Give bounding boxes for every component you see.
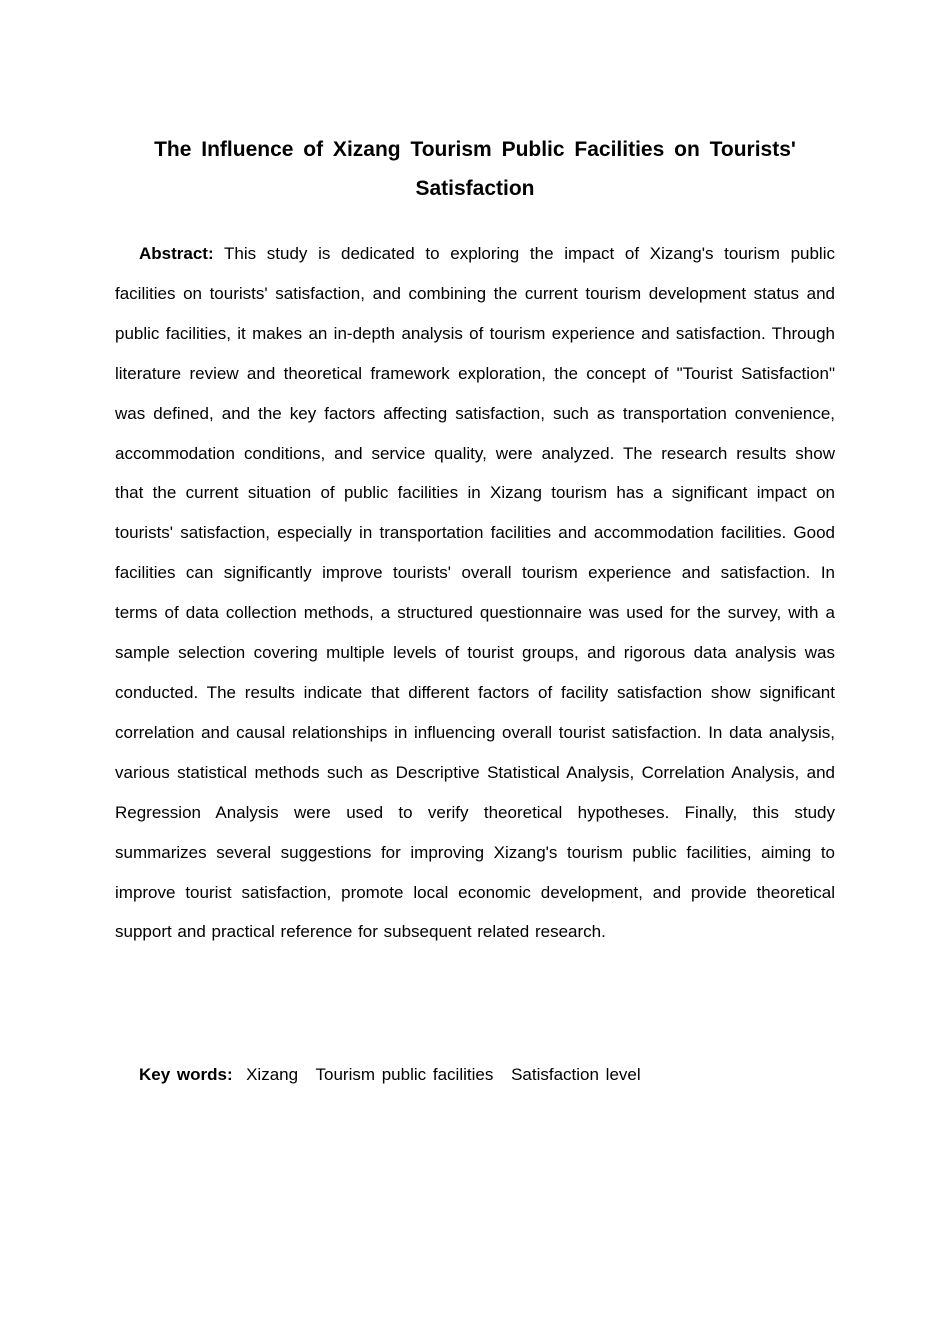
keyword-item: Satisfaction level <box>511 1065 641 1084</box>
abstract-label: Abstract: <box>139 244 214 263</box>
abstract-paragraph <box>115 234 835 952</box>
keywords-line <box>139 1058 641 1092</box>
keywords-label: Key words: <box>139 1065 233 1084</box>
abstract-text: This study is dedicated to exploring the impact of Xizang's tourism public facilities on tourists' satisfaction, and combining the current tourism development status and public facilities, it makes an in-depth analysis of tourism experience and satisfaction. Through literature review and theoretical framework exploration, the concept of "Tourist Satisfaction" was defined, and the key factors affecting satisfaction, such as transportation convenience, accommodation conditions, and service quality, were analyzed. The research results show that the current situation of public facilities in Xizang tourism has a significant impact on tourists' satisfaction, especially in transportation facilities and accommodation facilities. Good facilities can significantly improve tourists' overall tourism experience and satisfaction. In terms of data collection methods, a structured questionnaire was used for the survey, with a sample selection covering multiple levels of tourist groups, and rigorous data analysis was conducted. The results indicate that different factors of facility satisfaction show significant correlation and causal relationships in influencing overall tourist satisfaction. In data analysis, various statistical methods such as Descriptive Statistical Analysis, Correlation Analysis, and Regression Analysis were used to verify theoretical hypotheses. Finally, this study summarizes several suggestions for improving Xizang's tourism public facilities, aiming to improve tourist satisfaction, promote local economic development, and provide theoretical support and practical reference for subsequent related research. <box>115 244 835 942</box>
keyword-item: Xizang <box>246 1065 299 1084</box>
keyword-item: Tourism public facilities <box>315 1065 494 1084</box>
paper-title: The Influence of Xizang Tourism Public Facilities on Tourists' Satisfaction <box>154 138 796 200</box>
